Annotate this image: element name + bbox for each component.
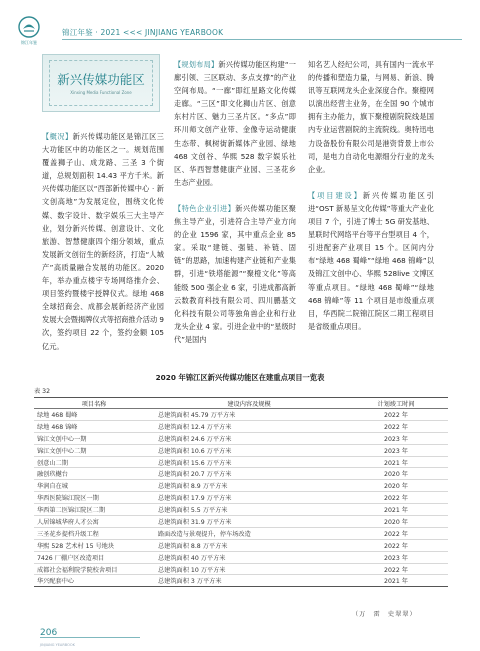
completion-time-cell: 2022 年: [344, 563, 448, 575]
project-content-cell: 总建筑面积 24.6 万平方米: [154, 432, 344, 444]
completion-time-cell: 2021 年: [344, 504, 448, 516]
layout-paragraph: [174, 58, 296, 189]
project-content-cell: 总建筑面积 17.9 万平方米: [154, 492, 344, 504]
table-row: [34, 563, 448, 575]
table-row: [34, 420, 448, 432]
layout-text: 新兴传媒功能区构建“一廊引领、三区联动、多点支撑”的产业空间布局。“一廊”即红星路文化传媒走廊。“三区”即文化狮山片区、创意东村片区、魅力三圣片区。“多点”即环川师文创产业带、金像寺运动健康生态带、枫树街新媒体产业园、绿地 468 文创谷、华熙 528 数字娱乐社区、华西智慧健康产业园、三圣花乡生态产业园。: [174, 60, 296, 187]
project-name-cell: 人居锦城华府人才公寓: [34, 516, 154, 528]
column-header-completion: 计划竣工时间: [344, 398, 448, 409]
enterprise-paragraph: [174, 202, 296, 346]
project-name-cell: 华西医院锦江院区一期: [34, 492, 154, 504]
section-title: 新兴传媒功能区: [57, 72, 145, 87]
project-content-cell: 总建筑面积 12.4 万平方米: [154, 420, 344, 432]
completion-time-cell: 2022 年: [344, 492, 448, 504]
table-row: [34, 409, 448, 421]
project-name-cell: 融创玖樾台: [34, 468, 154, 480]
project-name-cell: 锦江文创中心一期: [34, 432, 154, 444]
project-content-cell: 总建筑面积 10 万平方米: [154, 563, 344, 575]
completion-time-cell: 2021 年: [344, 456, 448, 468]
layout-tag: 【规划布局】: [174, 60, 219, 69]
project-name-cell: 华西第二医锦江院区二期: [34, 504, 154, 516]
table-row: [34, 456, 448, 468]
table-row: [34, 539, 448, 551]
logo-caption: 锦江年鉴: [21, 40, 37, 45]
overview-paragraph: [42, 130, 164, 353]
table-row: [34, 527, 448, 539]
project-content-cell: 总建筑面积 31.9 万平方米: [154, 516, 344, 528]
enterprise-continued-paragraph: 知名艺人经纪公司，具有国内一流水平的传播和塑造力量，与网易、新浪、腾讯等互联网龙头企业深度合作。聚橙网以演出经营主业务，在全国 90 个城市拥有主办能力，旗下聚橙剧院院线是国内专业运营剧院的主流院线。奥特迅电力设备股份有限公司是港资背景上市公司，是电力自动化电源细分行业的龙头企业。: [308, 60, 434, 174]
project-content-cell: 总建筑面积 5.5 万平方米: [154, 504, 344, 516]
table-row: [34, 516, 448, 528]
project-content-cell: 总建筑面积 8.8 万平方米: [154, 539, 344, 551]
section-title-box: [42, 54, 160, 112]
column-header-content: 建设内容及规模: [154, 398, 344, 409]
completion-time-cell: 2022 年: [344, 420, 448, 432]
table-row: [34, 575, 448, 587]
middle-column: [174, 58, 296, 346]
table-title: 2020 年锦江区新兴传媒功能区在建重点项目一览表: [155, 373, 325, 382]
left-column: [42, 130, 164, 353]
page-header: [0, 0, 480, 54]
page-number: 206: [40, 628, 58, 638]
project-content-cell: 总建筑面积 10.6 万平方米: [154, 444, 344, 456]
projects-table: [34, 397, 448, 587]
overview-tag: 【概况】: [42, 132, 73, 141]
table-number: 表 32: [34, 388, 51, 395]
table-row: [34, 492, 448, 504]
overview-text: 新兴传媒功能区是锦江区三大功能区中的功能区之一。规划范围覆盖狮子山、成龙路、三圣 3 个街道，总规划面积 14.43 平方千米。新兴传媒功能区以“西部新传媒中心 · 新文创高地”为发展定位，围绕文化传媒、数字设计、数字娱乐三大主导产业，划分新兴传媒、创意设计、文化旅游、智慧健康四个细分领域，重点发展新文创衍生的新经济，打造“人城产”高质量融合发展的功能区。2020 年，举办重点楼宇专场网络推介会、项目签约暨楼宇授牌仪式。绿地 468 全球招商会、成都会展新经济产业园发展大会暨揭牌仪式等招商推介活动 9 次，签约项目 22 个，签约金额 105 亿元。: [42, 132, 164, 351]
completion-time-cell: 2023 年: [344, 444, 448, 456]
footer-yearbook: JINJIANG YEARBOOK: [40, 643, 75, 647]
column-header-name: 项目名称: [34, 398, 154, 409]
completion-time-cell: 2023 年: [344, 432, 448, 444]
table-row: [34, 480, 448, 492]
project-name-cell: 7426 厂棚户区改造项目: [34, 551, 154, 563]
completion-time-cell: 2020 年: [344, 468, 448, 480]
project-content-cell: 总建筑面积 3 万平方米: [154, 575, 344, 587]
project-name-cell: 锦江文创中心二期: [34, 444, 154, 456]
project-paragraph: [308, 189, 434, 333]
enterprise-tag: 【特色企业引进】: [174, 203, 236, 213]
project-text: 新兴传媒功能区引进“OST 新易呈文化传媒”等重大产业化项目 7 个，引进了博士 5G 研发基地、星联时代网络平台等平台型项目 4 个，引进配套产业项目 15 个。区间内分布“绿地 468 蜀峰”“绿地 468 锦峰”以及锦江文创中心、华熙 528live 文博区等重点项目。“绿地 468 蜀峰”“绿地 468 锦峰”等 11 个项目是市级重点项目，华西院二院锦江院区二期工程项目是省级重点项目。: [308, 190, 434, 331]
section-subtitle: Xinxing Media Functional Zone: [70, 90, 132, 95]
project-content-cell: 总建筑面积 15.6 万平方米: [154, 456, 344, 468]
table-row: [34, 551, 448, 563]
completion-time-cell: 2020 年: [344, 516, 448, 528]
project-name-cell: 三圣花乡提档升级工程: [34, 527, 154, 539]
project-name-cell: 创意山二期: [34, 456, 154, 468]
project-name-cell: 成都社会福利院学院校舍项目: [34, 563, 154, 575]
right-column: [308, 58, 434, 333]
project-name-cell: 绿地 468 锦峰: [34, 420, 154, 432]
project-content-cell: 路面改造与景观提升，停车场改造: [154, 527, 344, 539]
project-content-cell: 总建筑面积 8.9 万平方米: [154, 480, 344, 492]
project-content-cell: 总建筑面积 45.79 万平方米: [154, 409, 344, 421]
completion-time-cell: 2022 年: [344, 539, 448, 551]
project-content-cell: 总建筑面积 40 万平方米: [154, 551, 344, 563]
author-credit: （万 雷 史翠翠）: [352, 611, 417, 618]
completion-time-cell: 2020 年: [344, 480, 448, 492]
table-header-row: [34, 398, 448, 409]
completion-time-cell: 2022 年: [344, 409, 448, 421]
project-name-cell: 华润自在城: [34, 480, 154, 492]
project-name-cell: 华熙 528 艺术村 15 号地块: [34, 539, 154, 551]
completion-time-cell: 2022 年: [344, 527, 448, 539]
table-row: [34, 504, 448, 516]
completion-time-cell: 2023 年: [344, 551, 448, 563]
project-content-cell: 总建筑面积 20.7 万平方米: [154, 468, 344, 480]
completion-time-cell: 2021 年: [344, 575, 448, 587]
running-header: 锦江年鉴 · 2021 <<< JINJIANG YEARBOOK: [62, 28, 224, 37]
header-rule: [62, 39, 462, 40]
table-row: [34, 468, 448, 480]
table-row: [34, 432, 448, 444]
enterprise-text: 新兴传媒功能区聚焦主导产业，引进符合主导产业方向的企业 1596 家，其中重点企业 85 家。采取“建链、强链、补链、固链”的思路，加速构建产业链和产业集群，引进“铁塔能源”“聚橙文化”等高能级 500 强企业 6 家，引进成都高新云数教育科技有限公司、四川鹏基文化科技有限公司等独角兽企业和行业龙头企业 4 家。引进企业中的“星级时代”是国内: [174, 203, 296, 344]
project-name-cell: 华兴配套中心: [34, 575, 154, 587]
project-tag: 【项目建设】: [308, 190, 363, 200]
yearbook-logo-icon: [18, 16, 40, 38]
project-name-cell: 绿地 468 蜀峰: [34, 409, 154, 421]
table-row: [34, 444, 448, 456]
